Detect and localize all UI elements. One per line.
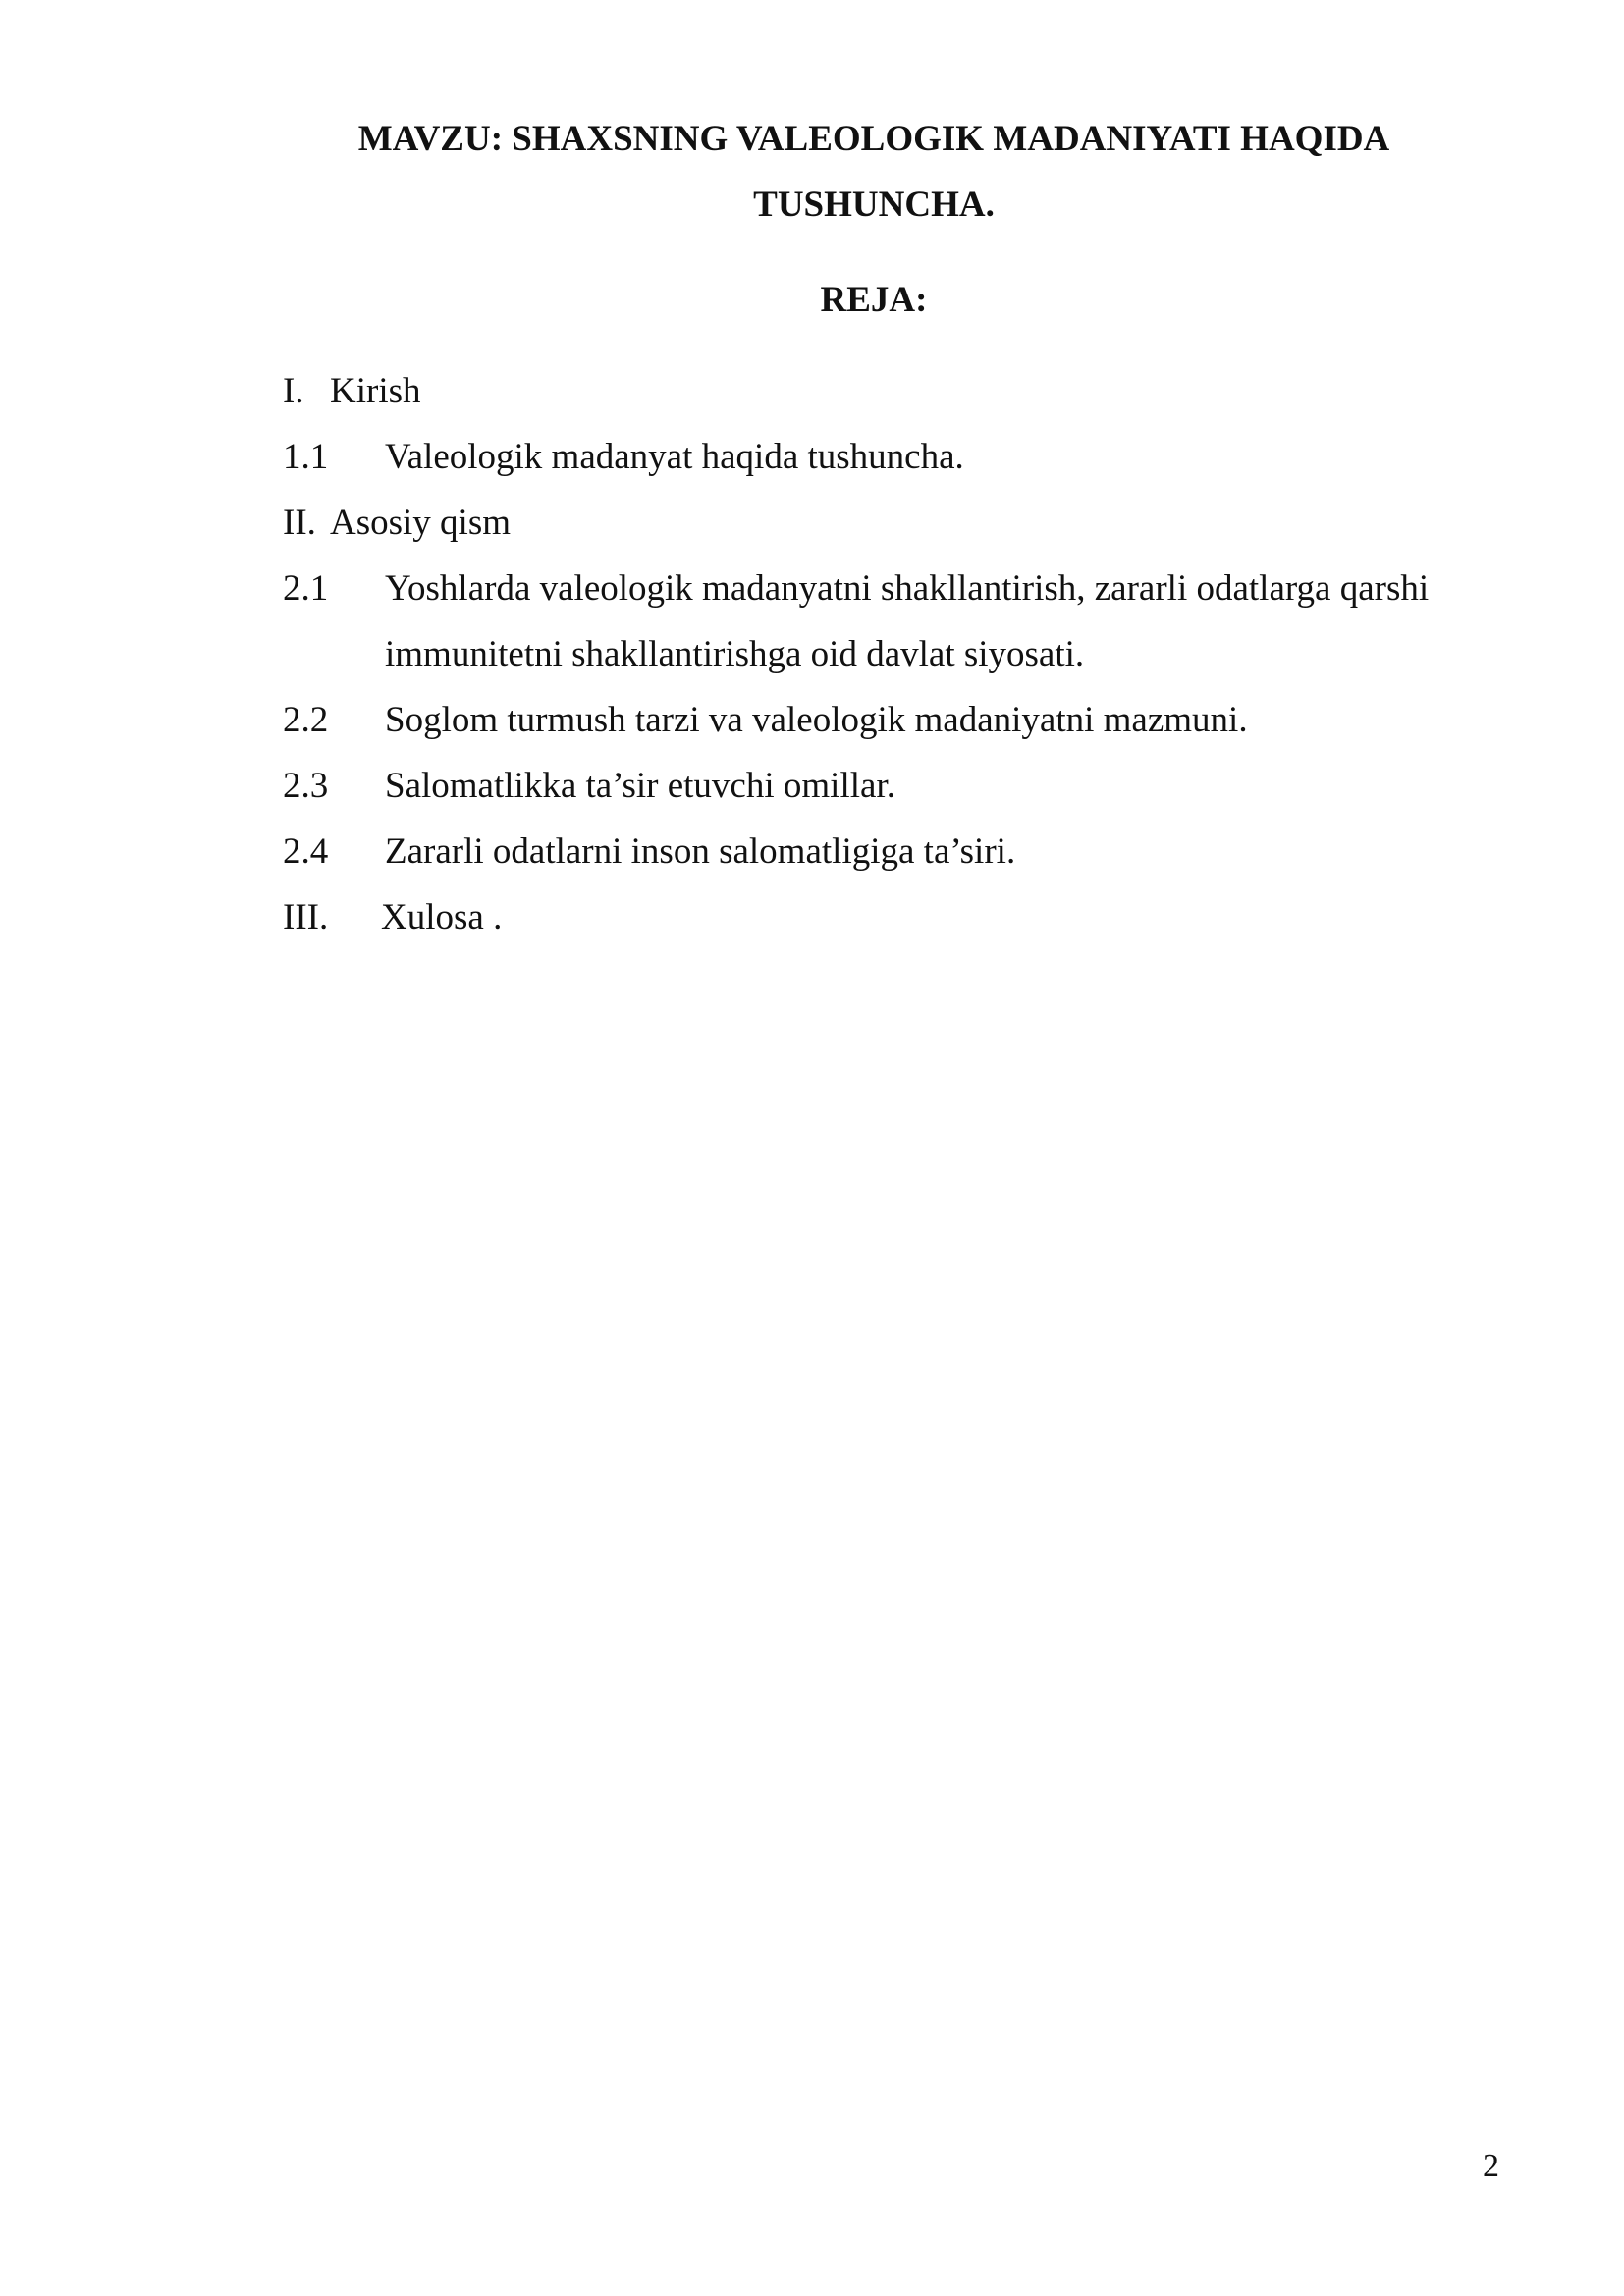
- title-line-2: TUSHUNCHA.: [753, 185, 995, 225]
- toc-text: Kirish: [330, 371, 421, 411]
- toc-number: 2.1: [283, 568, 329, 609]
- toc-number: 2.4: [283, 831, 329, 872]
- title-line-1: MAVZU: SHAXSNING VALEOLOGIK MADANIYATI HAQIDA: [357, 119, 1390, 159]
- toc-number: 1.1: [283, 437, 329, 477]
- page-number: 2: [1483, 2148, 1499, 2184]
- toc-text: Yoshlarda valeologik madanyatni shakllantirish, zararli odatlarga qarshi immunitetni shakllantirishga oid davlat siyosati.: [385, 568, 1430, 674]
- plan-heading: REJA:: [820, 280, 928, 320]
- toc-text: Valeologik madanyat haqida tushuncha.: [385, 437, 964, 477]
- toc-item-2-4: [283, 819, 1520, 884]
- toc-item-1-1: [283, 424, 1520, 490]
- toc-number: 2.2: [283, 700, 329, 740]
- toc-number: III.: [283, 897, 329, 937]
- toc-item-intro: [283, 358, 1520, 424]
- toc-number: I.: [283, 371, 304, 411]
- toc-item-2-2: [283, 687, 1520, 753]
- toc-number: II.: [283, 503, 316, 543]
- toc-text: Salomatlikka ta’sir etuvchi omillar.: [385, 766, 895, 806]
- toc-item-2-1: [283, 556, 1520, 687]
- toc-number: 2.3: [283, 766, 329, 806]
- toc-text: Zararli odatlarni inson salomatligiga ta’siri.: [385, 831, 1016, 872]
- toc-text: Asosiy qism: [330, 503, 512, 543]
- toc-item-conclusion: [283, 884, 1520, 950]
- document-title: [245, 106, 1502, 238]
- toc-text: Soglom turmush tarzi va valeologik madaniyatni mazmuni.: [385, 700, 1248, 740]
- toc-item-2-3: [283, 753, 1520, 819]
- table-of-contents: [283, 358, 1520, 950]
- toc-item-main: [283, 490, 1520, 556]
- toc-text: Xulosa .: [381, 897, 503, 937]
